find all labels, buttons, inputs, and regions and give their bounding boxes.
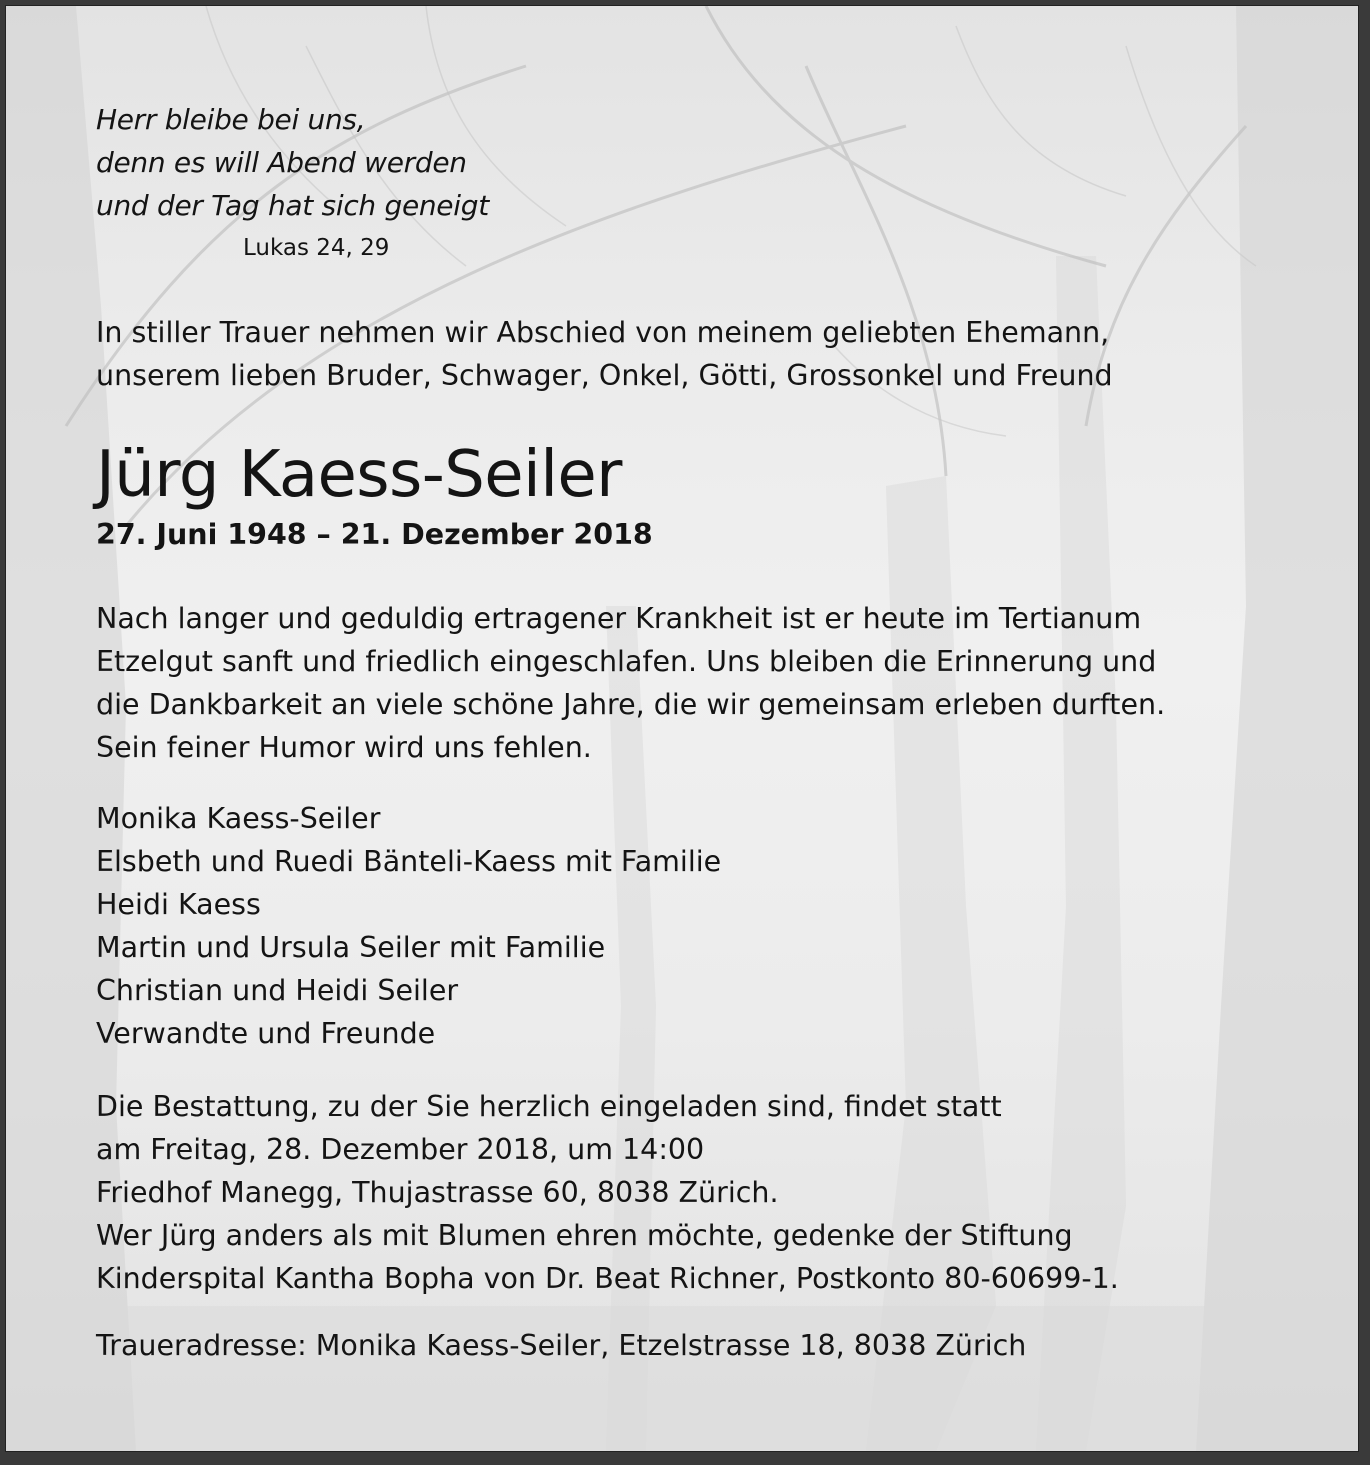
message-line: Nach langer und geduldig ertragener Krankheit ist er heute im Tertianum xyxy=(96,602,1142,635)
mourner-entry: Elsbeth und Ruedi Bänteli-Kaess mit Familie xyxy=(96,845,722,878)
funeral-line: Wer Jürg anders als mit Blumen ehren möchte, gedenke der Stiftung xyxy=(96,1219,1073,1252)
obituary-notice xyxy=(5,5,1359,1452)
intro-line: unserem lieben Bruder, Schwager, Onkel, Götti, Grossonkel und Freund xyxy=(96,359,1113,392)
mourner-entry: Verwandte und Freunde xyxy=(96,1017,436,1050)
deceased-name: Jürg Kaess-Seiler xyxy=(96,438,622,512)
funeral-line: am Freitag, 28. Dezember 2018, um 14:00 xyxy=(96,1133,705,1166)
mourner-entry: Heidi Kaess xyxy=(96,888,261,921)
mourner-entry: Christian und Heidi Seiler xyxy=(96,974,459,1007)
intro-line: In stiller Trauer nehmen wir Abschied von meinem geliebten Ehemann, xyxy=(96,316,1110,349)
funeral-line: Die Bestattung, zu der Sie herzlich eingeladen sind, findet statt xyxy=(96,1090,1002,1123)
mourning-address: Traueradresse: Monika Kaess-Seiler, Etzelstrasse 18, 8038 Zürich xyxy=(96,1329,1027,1362)
mourners-list xyxy=(96,797,1316,1055)
verse-line: Herr bleibe bei uns, xyxy=(96,103,366,136)
funeral-details xyxy=(96,1085,1316,1300)
message-line: Etzelgut sanft und friedlich eingeschlafen. Uns bleiben die Erinnerung und xyxy=(96,645,1157,678)
bible-verse xyxy=(96,98,1316,227)
message-line: die Dankbarkeit an viele schöne Jahre, die wir gemeinsam erleben durften. xyxy=(96,688,1166,721)
message-text xyxy=(96,597,1316,769)
mourner-entry: Monika Kaess-Seiler xyxy=(96,802,381,835)
funeral-line: Kinderspital Kantha Bopha von Dr. Beat Richner, Postkonto 80-60699-1. xyxy=(96,1262,1119,1295)
verse-line: denn es will Abend werden xyxy=(96,146,467,179)
message-line: Sein feiner Humor wird uns fehlen. xyxy=(96,731,592,764)
notice-content xyxy=(96,98,1316,1367)
verse-reference: Lukas 24, 29 xyxy=(243,235,390,261)
mourner-entry: Martin und Ursula Seiler mit Familie xyxy=(96,931,606,964)
verse-line: und der Tag hat sich geneigt xyxy=(96,189,489,222)
funeral-line: Friedhof Manegg, Thujastrasse 60, 8038 Zürich. xyxy=(96,1176,779,1209)
life-dates: 27. Juni 1948 – 21. Dezember 2018 xyxy=(96,518,653,551)
intro-text xyxy=(96,311,1316,397)
